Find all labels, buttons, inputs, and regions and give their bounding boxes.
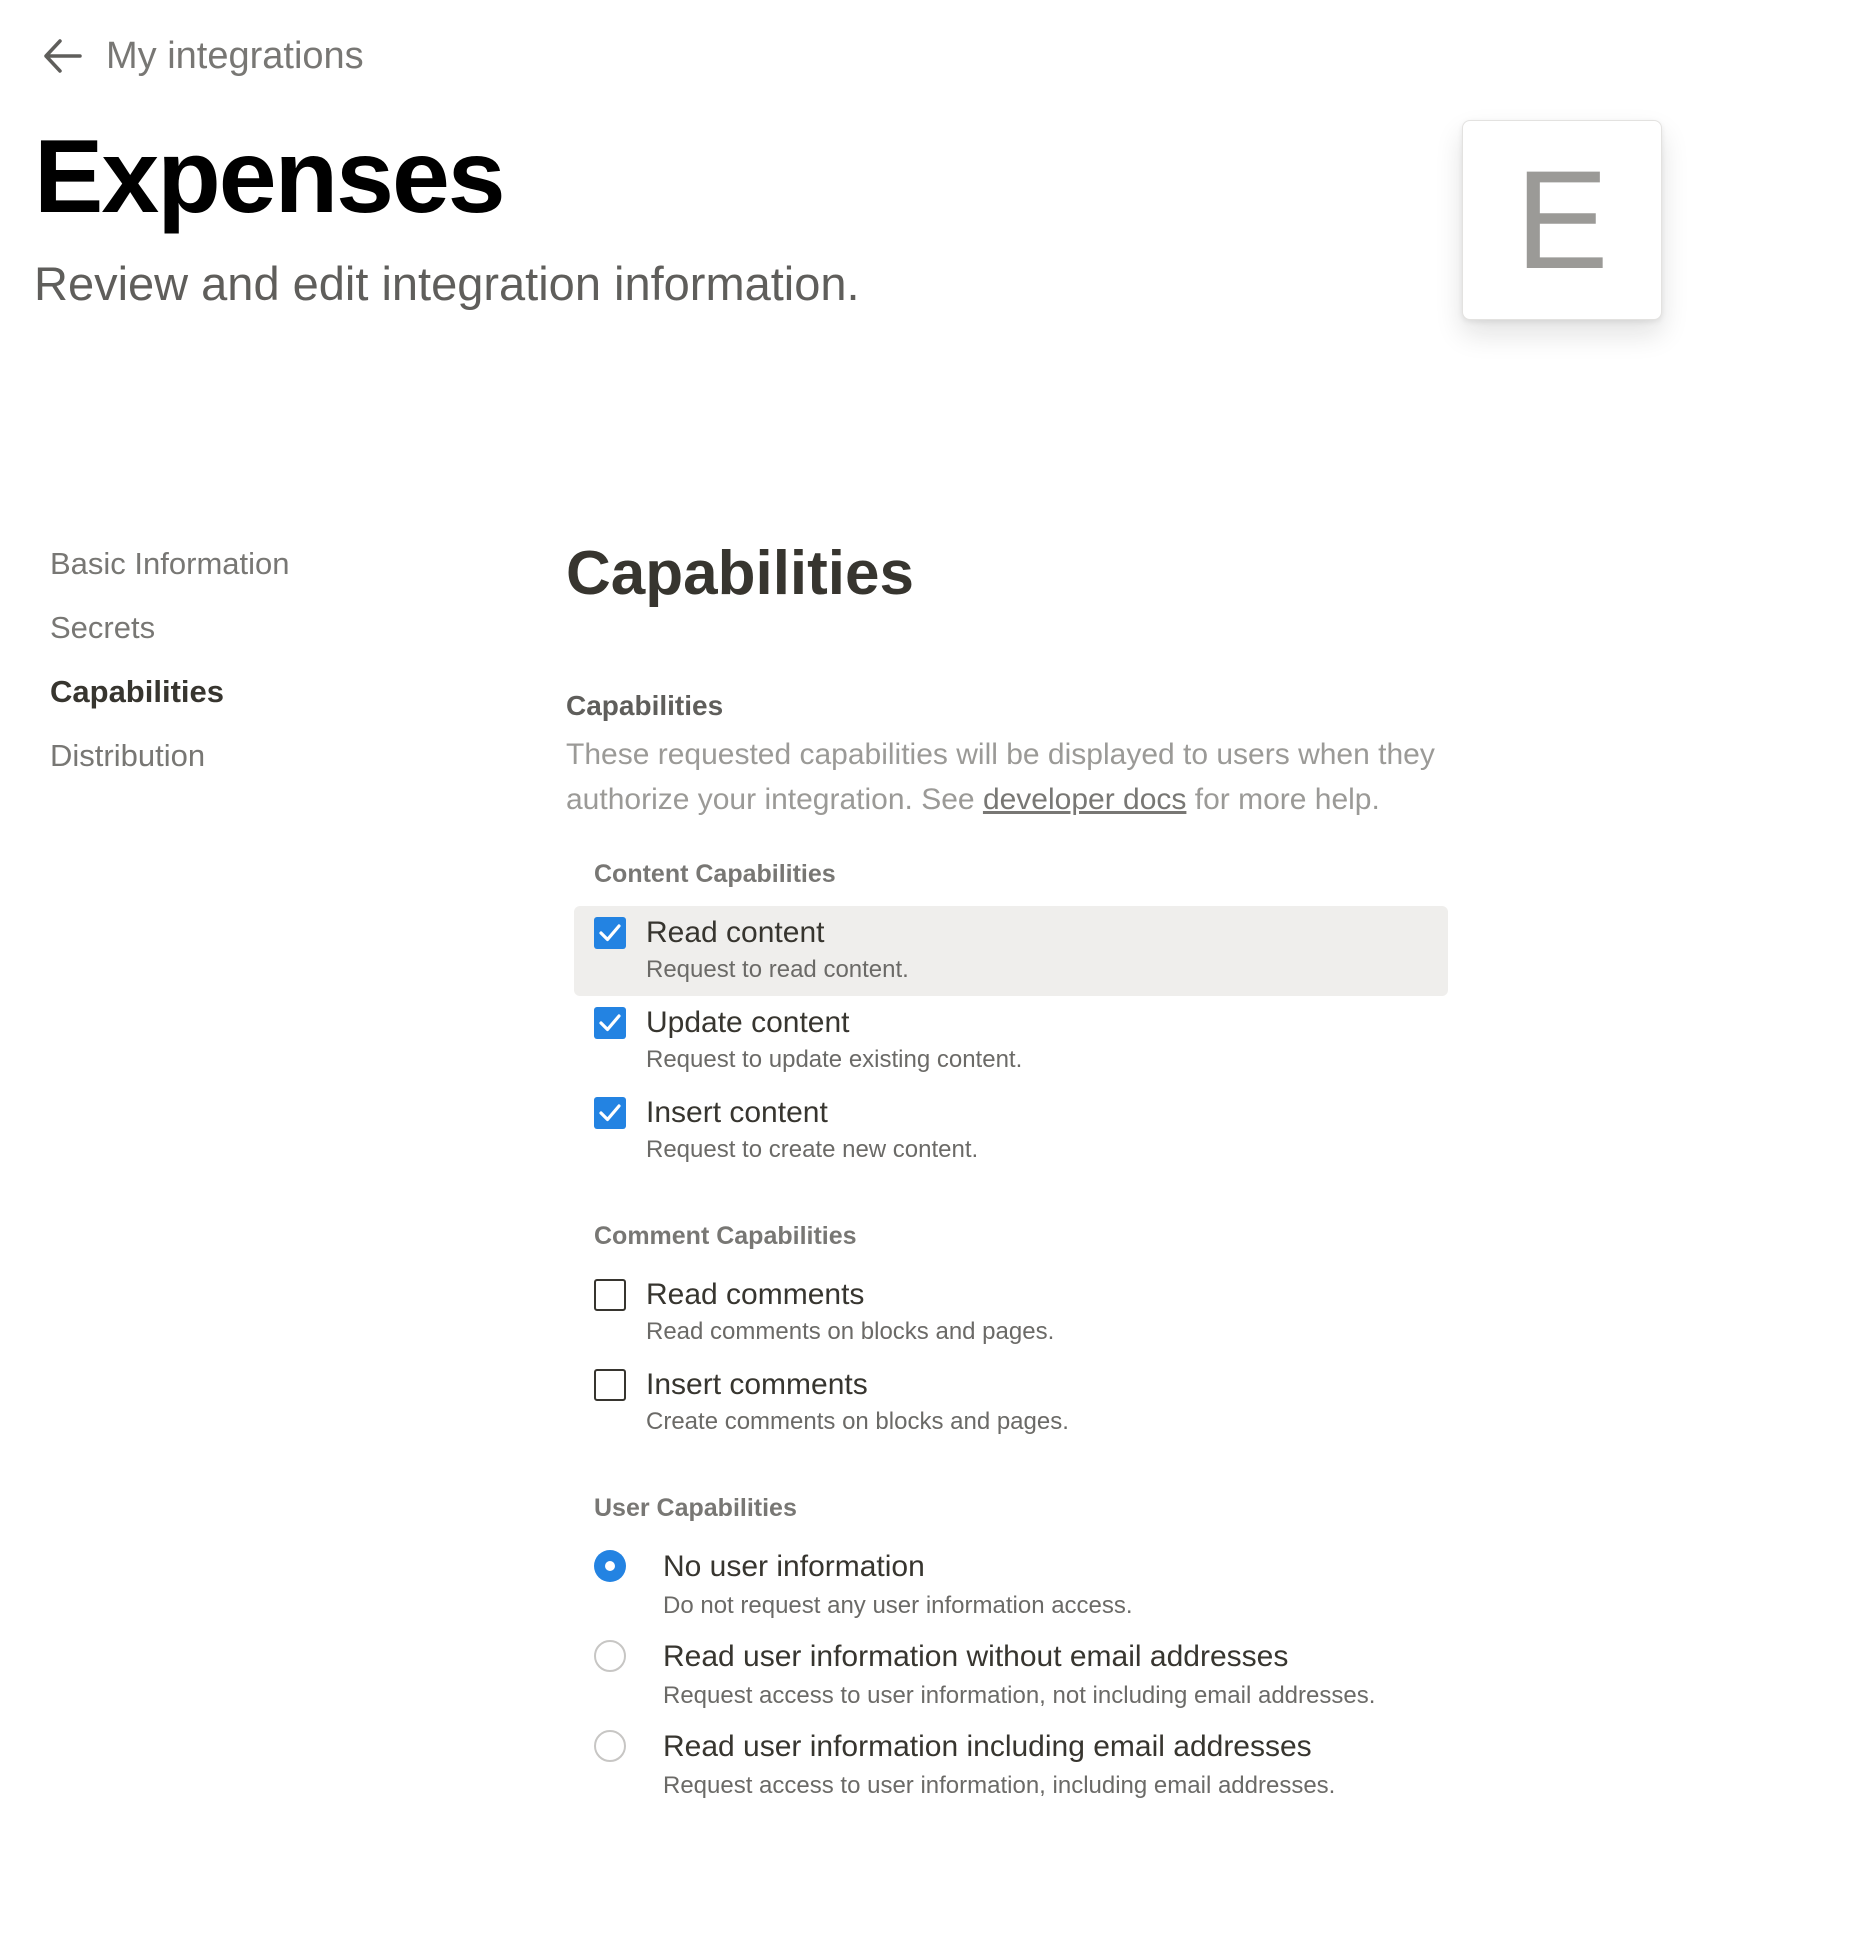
arrow-left-icon: [40, 33, 86, 79]
sidebar-item-basic-information[interactable]: Basic Information: [50, 546, 290, 581]
option-read-user-info-without-email[interactable]: [574, 1630, 1448, 1720]
user-capabilities-label: User Capabilities: [594, 1494, 797, 1522]
field-description: [566, 732, 1446, 822]
option-description: Request to update existing content.: [646, 1046, 1023, 1073]
sidebar-item-capabilities[interactable]: Capabilities: [50, 674, 224, 709]
option-title: Read content: [646, 916, 825, 949]
radio-unselected[interactable]: [594, 1730, 626, 1762]
option-description: Do not request any user information access.: [663, 1592, 1133, 1619]
sidebar-item-distribution[interactable]: Distribution: [50, 738, 206, 773]
checkmark-icon: [598, 922, 622, 944]
sidebar-item-secrets[interactable]: Secrets: [50, 610, 156, 645]
option-title: Read user information including email addresses: [663, 1730, 1312, 1763]
capabilities-panel: [566, 538, 1466, 1810]
back-to-integrations-link[interactable]: [40, 28, 364, 84]
option-description: Request to read content.: [646, 956, 909, 983]
option-read-content[interactable]: [574, 906, 1448, 996]
checkbox-unchecked[interactable]: [594, 1369, 626, 1401]
option-read-user-info-with-email[interactable]: [574, 1720, 1448, 1810]
checkbox-checked[interactable]: [594, 1007, 626, 1039]
description-text: These requested capabilities will be displayed to users when they authorize your integration. See: [566, 738, 1435, 816]
sidebar-nav: [50, 538, 470, 794]
option-title: Read user information without email addresses: [663, 1640, 1289, 1673]
checkbox-unchecked[interactable]: [594, 1279, 626, 1311]
option-description: Request access to user information, including email addresses.: [663, 1772, 1336, 1799]
checkbox-checked[interactable]: [594, 1097, 626, 1129]
radio-unselected[interactable]: [594, 1640, 626, 1672]
avatar-letter: E: [1515, 141, 1609, 298]
content-capabilities-label: Content Capabilities: [594, 860, 836, 888]
checkbox-checked[interactable]: [594, 917, 626, 949]
option-title: Insert comments: [646, 1368, 868, 1401]
description-text-end: for more help.: [1186, 783, 1380, 816]
option-title: Insert content: [646, 1096, 828, 1129]
checkmark-icon: [598, 1102, 622, 1124]
option-read-comments[interactable]: [574, 1268, 1448, 1358]
checkmark-icon: [598, 1012, 622, 1034]
option-description: Read comments on blocks and pages.: [646, 1318, 1055, 1345]
option-insert-comments[interactable]: [574, 1358, 1448, 1448]
option-update-content[interactable]: [574, 996, 1448, 1086]
field-label: Capabilities: [566, 690, 724, 721]
option-title: Read comments: [646, 1278, 865, 1311]
page-title: Expenses: [34, 119, 504, 235]
option-insert-content[interactable]: [574, 1086, 1448, 1176]
option-description: Create comments on blocks and pages.: [646, 1408, 1069, 1435]
option-title: No user information: [663, 1550, 925, 1583]
developer-docs-link[interactable]: developer docs: [982, 783, 1187, 816]
option-description: Request to create new content.: [646, 1136, 979, 1163]
radio-selected[interactable]: [594, 1550, 626, 1582]
back-link-label: My integrations: [106, 34, 364, 77]
page-subtitle: Review and edit integration information.: [34, 257, 860, 310]
section-title: Capabilities: [566, 539, 914, 608]
option-description: Request access to user information, not including email addresses.: [663, 1682, 1376, 1709]
option-title: Update content: [646, 1006, 850, 1039]
integration-avatar[interactable]: [1462, 120, 1662, 320]
comment-capabilities-label: Comment Capabilities: [594, 1222, 857, 1250]
option-no-user-information[interactable]: [574, 1540, 1448, 1630]
